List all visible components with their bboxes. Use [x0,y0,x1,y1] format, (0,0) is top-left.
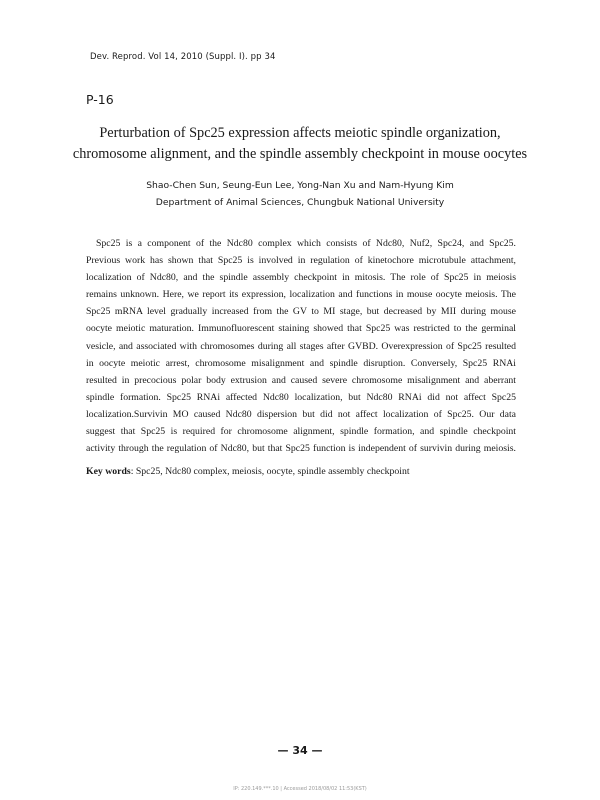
title-line-1: Perturbation of Spc25 expression affects meiotic spindle organization, [99,125,501,141]
abstract-line: in oocyte meiotic arrest, chromosome misalignment and spindle disruption. Conversely, Spc25 RNAi [86,357,516,369]
abstract-line: suggest that Spc25 is required for chromosome alignment, spindle formation, and spindle checkpoint [86,426,516,438]
abstract-line: localization.Survivin MO caused Ndc80 dispersion but did not affect localization of Spc25. Our data [86,408,516,420]
authors: Shao-Chen Sun, Seung-Eun Lee, Yong-Nan Xu and Nam-Hyung Kim [146,180,454,191]
abstract-line: oocyte meiotic maturation. Immunofluorescent staining showed that Spc25 was restricted to the germinal [86,323,516,335]
abstract-body [86,235,516,457]
keywords [86,466,410,477]
abstract-line: remains unknown. Here, we report its expression, localization and functions in mouse oocyte meiosis. The [86,289,516,301]
access-stamp: IP: 220.149.***.10 | Accessed 2018/08/02 11:53(KST) [233,786,367,792]
title-line-2: chromosome alignment, and the spindle assembly checkpoint in mouse oocytes [72,146,528,162]
journal-header: Dev. Reprod. Vol 14, 2010 (Suppl. I). pp 34 [90,52,276,62]
abstract-line: Spc25 mRNA level gradually increased from the GV to MI stage, but decreased by MII during mouse [86,306,516,318]
abstract-line: Spc25 is a component of the Ndc80 complex which consists of Ndc80, Nuf2, Spc24, and Spc25. [96,238,516,249]
abstract-line: vesicle, and associated with chromosomes during all stages after GVBD. Overexpression of Spc25 resulted [86,340,516,352]
abstract-line: Previous work has shown that Spc25 is involved in regulation of kinetochore microtubule attachment, [86,255,516,267]
keywords-text: : Spc25, Ndc80 complex, meiosis, oocyte, spindle assembly checkpoint [130,466,410,477]
abstract-line: spindle formation. Spc25 RNAi affected Ndc80 localization, but Ndc80 RNAi did not affect Spc25 [86,391,516,403]
paper-title [60,123,540,165]
abstract-line: resulted in precocious polar body extrusion and caused severe chromosome misalignment and aberrant [86,374,516,386]
abstract-id: P-16 [86,92,114,107]
abstract-line: localization of Ndc80, and the spindle assembly checkpoint in mitosis. The role of Spc25 in meiosis [86,272,516,284]
abstract-line: activity through the regulation of Ndc80, but that Spc25 function is independent of survivin during meiosis. [86,443,516,455]
affiliation: Department of Animal Sciences, Chungbuk National University [155,197,445,208]
page-number: — 34 — [277,744,323,757]
keywords-label: Key words [86,466,131,477]
